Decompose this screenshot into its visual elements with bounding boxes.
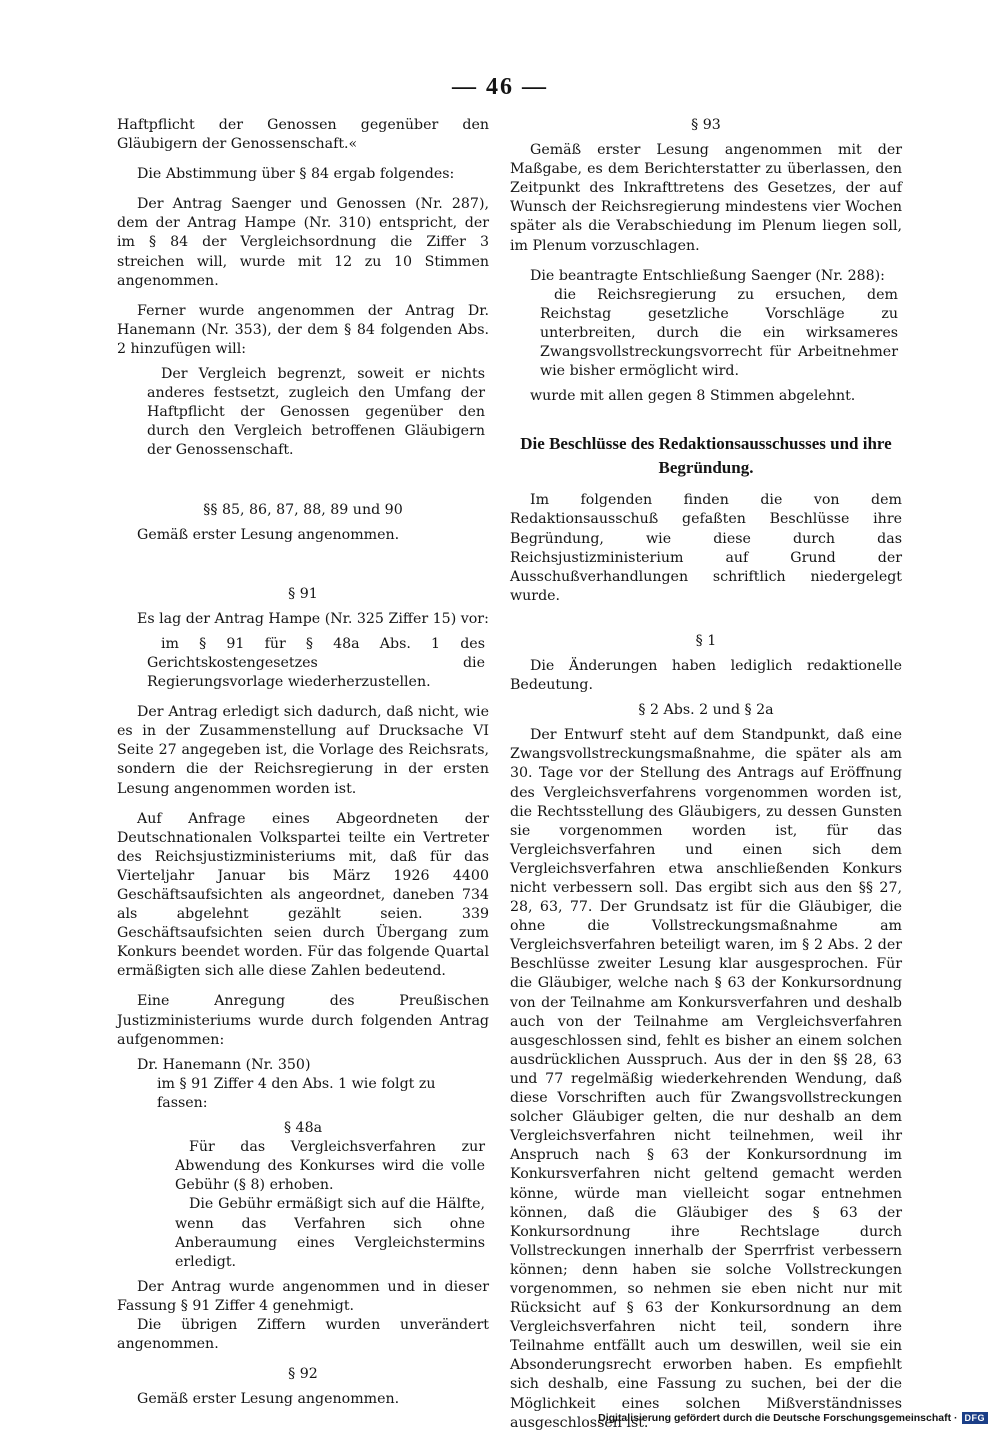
section-heading: § 2 Abs. 2 und § 2a	[638, 702, 774, 719]
paragraph: Die übrigen Ziffern wurden unverändert angenommen.	[117, 1316, 489, 1353]
quoted-paragraph: Die Gebühr ermäßigt sich auf die Hälfte, wenn das Verfahren sich ohne Anberaumung eines Vergleichstermins erledigt.	[175, 1196, 485, 1270]
paragraph: Der Antrag wurde angenommen und in dieser Fassung § 91 Ziffer 4 genehmigt.	[117, 1278, 489, 1314]
paragraph: Die Abstimmung über § 84 ergab folgendes:	[137, 166, 455, 183]
paragraph: Gemäß erster Lesung angenommen mit der Maßgabe, es dem Berichterstatter zu überlassen, den Zeitpunkt des Inkrafttretens des Gesetzes, der auf Wunsch der Reichsregierung mindestens vier Wochen später als die Verabschiedung im Plenum liegen soll, im Plenum vorzuschlagen.	[510, 142, 902, 254]
section-heading: §§ 85, 86, 87, 88, 89 und 90	[203, 501, 403, 518]
motion-author: Dr. Hanemann (Nr. 350)	[137, 1056, 311, 1073]
paragraph: Es lag der Antrag Hampe (Nr. 325 Ziffer 15) vor:	[137, 610, 489, 627]
paragraph: Ferner wurde angenommen der Antrag Dr. Hanemann (Nr. 353), der dem § 84 folgenden Abs. 2 hinzufügen will:	[117, 302, 489, 357]
paragraph: wurde mit allen gegen 8 Stimmen abgelehnt.	[530, 388, 856, 405]
section-heading: § 48a	[283, 1120, 323, 1137]
section-heading: § 1	[695, 632, 717, 649]
paragraph: Gemäß erster Lesung angenommen.	[137, 1391, 400, 1408]
quoted-paragraph: die Reichsregierung zu ersuchen, dem Reichstag gesetzliche Vorschläge zu unterbreiten, durch die ein wirksameres Zwangsvollstreckungsvorrecht für Arbeitnehmer wie bisher ermöglicht wird.	[540, 286, 898, 380]
paragraph: Auf Anfrage eines Abgeordneten der Deutschnationalen Volkspartei teilte ein Vertreter des Reichsjustizministeriums mit, daß für das Vierteljahr Januar bis März 1926 4400 Geschäftsaufsichten als angeordnet, daneben 734 als abgelehnt gezählt seien. 339 Geschäftsaufsichten seien durch Übergang zum Konkurs beendet worden. Für das folgende Quartal ermäßigten sich alle diese Zahlen bedeutend.	[117, 810, 489, 980]
left-column	[117, 116, 489, 1409]
paragraph: Der Antrag Saenger und Genossen (Nr. 287), dem der Antrag Hampe (Nr. 310) entspricht, der im § 84 der Vergleichsordnung die Ziffer 3 streichen will, wurde mit 12 zu 10 Stimmen angenommen.	[117, 196, 489, 289]
right-column	[510, 116, 902, 1433]
paragraph: Haftpflicht der Genossen gegenüber den Gläubigern der Genossenschaft.«	[117, 117, 489, 153]
paragraph: Die Änderungen haben lediglich redaktionelle Bedeutung.	[510, 657, 902, 694]
section-heading: § 93	[691, 117, 721, 133]
paragraph: Eine Anregung des Preußischen Justizministeriums wurde durch folgenden Antrag aufgenommen:	[117, 993, 489, 1048]
dfg-logo: DFG	[962, 1412, 989, 1424]
paragraph: Die beantragte Entschließung Saenger (Nr. 288):	[530, 267, 885, 284]
paragraph: Gemäß erster Lesung angenommen.	[137, 526, 400, 543]
motion-instruction: im § 91 Ziffer 4 den Abs. 1 wie folgt zu fassen:	[157, 1075, 436, 1111]
quoted-paragraph: Für das Vergleichsverfahren zur Abwendung des Konkurses wird die volle Gebühr (§ 8) erhoben.	[175, 1139, 485, 1194]
paragraph: Der Antrag erledigt sich dadurch, daß nicht, wie es in der Zusammenstellung auf Drucksache VI Seite 27 angegeben ist, die Vorlage des Reichsrats, sondern die der Reichsregierung in der ersten Lesung angenommen worden ist.	[117, 704, 489, 797]
paragraph: Im folgenden finden die von dem Redaktionsausschuß gefaßten Beschlüsse ihre Begründung, wie diese durch das Reichsjustizministerium auf Grund der Ausschußverhandlungen schriftlich niedergelegt wurde.	[510, 492, 902, 604]
section-heading: § 91	[288, 585, 318, 602]
quoted-paragraph: im § 91 für § 48a Abs. 1 des Gerichtskostengesetzes die Regierungsvorlage wiederherzustellen.	[147, 635, 485, 691]
footer	[598, 1412, 988, 1424]
paragraph: Der Entwurf steht auf dem Standpunkt, daß eine Zwangsvollstreckungsmaßnahme, die später als am 30. Tage vor der Stellung des Antrags auf Eröffnung des Vergleichsverfahrens vorgenommen worden ist, die Rechtsstellung des Gläubigers, zu dessen Gunsten sie vorgenommen worden ist, für das Vergleichsverfahren und einen sich dem Vergleichsverfahren etwa anschließenden Konkurs nicht verbessern soll. Das ergibt sich aus den §§ 27, 28, 63, 77. Der Grundsatz ist für die Gläubiger, die ohne die Vollstreckungsmaßnahme am Vergleichsverfahren beteiligt waren, im § 2 Abs. 2 der Beschlüsse zweiter Lesung klar ausgesprochen. Für die Gläubiger, welche nach § 63 der Konkursordnung von der Teilnahme am Konkursverfahren und deshalb auch von der Teilnahme am Vergleichsverfahren ausgeschlossen sind, fehlt es bisher an einem solchen ausdrücklichen Ausspruch. Aus der in den §§ 28, 63 und 77 regelmäßig wiederkehrenden Wendung, daß diese Vorschriften auch für Zwangsvollstreckungen solcher Gläubiger gelten, die nur deshalb an dem Vergleichsverfahren nicht teilnehmen, weil ihr Anspruch nach § 63 der Konkursordnung im Konkursverfahren nicht geltend gemacht werden könne, würde man vielleicht sogar entnehmen können, daß die Gläubiger des § 63 der Konkursordnung ihre Rechtslage durch Vollstreckungen innerhalb der Sperrfrist verbessern können; denn haben sie solche Vollstreckungen vorgenommen, so nehmen sie eben nicht nur mit Rücksicht auf § 63 der Konkursordnung an dem Vergleichsverfahren nicht teil, sondern ihre Teilnahme entfällt auch um deswillen, weil sie ein Absonderungsrecht erworben haben. Es empfiehlt sich deshalb, eine Fassung zu suchen, bei der die Möglichkeit eines solchen Mißverständnisses ausgeschlossen ist.	[510, 727, 902, 1431]
page-number: — 46 —	[452, 74, 548, 100]
section-heading: § 92	[288, 1366, 318, 1383]
footer-text: Digitalisierung gefördert durch die Deutsche Forschungsgemeinschaft ·	[598, 1412, 958, 1424]
chapter-heading: Die Beschlüsse des Redaktionsausschusses und ihre Begründung.	[520, 434, 892, 478]
quoted-paragraph: Der Vergleich begrenzt, soweit er nichts anderes festsetzt, zugleich den Umfang der Haftpflicht der Genossen gegenüber den durch den Vergleich betroffenen Gläubigern der Genossenschaft.	[147, 366, 485, 459]
